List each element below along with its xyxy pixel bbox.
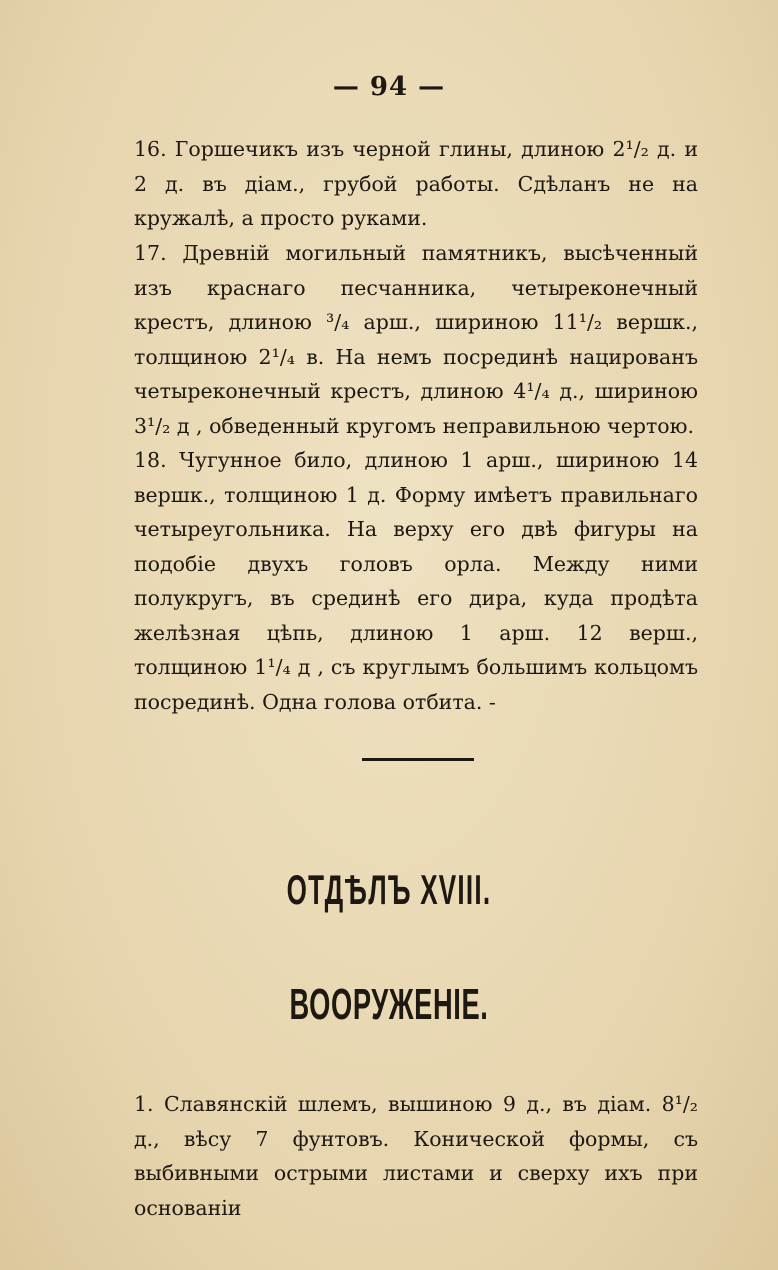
paragraph-armor-1: 1. Славянскій шлемъ, вышиною 9 д., въ діам. 8¹/₂ д., вѣсу 7 фунтовъ. Конической формы, съ выбивными острыми листами и сверху ихъ при основаніи (134, 1092, 698, 1220)
page-number: — 94 — (332, 72, 446, 102)
section-divider (362, 758, 474, 761)
paragraph-17: 17. Древній могильный памятникъ, высѣченный изъ краснаго песчанника, четыреконечный крестъ, длиною ³/₄ арш., шириною 11¹/₂ вершк., толщиною 2¹/₄ в. На немъ посрединѣ нацированъ четыреконечный крестъ, длиною 4¹/₄ д., шириною 3¹/₂ д , обведенный кругомъ неправильною чертою. (134, 241, 698, 438)
section-title: ОТДѢЛЪ XVIII. (286, 866, 492, 913)
paragraph-16: 16. Горшечикъ изъ черной глины, длиною 2¹/₂ д. и 2 д. въ діам., грубой работы. Сдѣланъ не на кружалѣ, а просто руками. (134, 137, 698, 230)
paragraph-18: 18. Чугунное било, длиною 1 арш., шириною 14 вершк., толщиною 1 д. Форму имѣетъ правильнаго четыреугольника. На верху его двѣ фигуры на подобіе двухъ головъ орла. Между ними полукругъ, въ срединѣ его дира, куда продѣта желѣзная цѣпь, длиною 1 арш. 12 верш., толщиною 1¹/₄ д , съ круглымъ большимъ кольцомъ посрединѣ. Одна голова отбита. - (134, 448, 698, 714)
section-subtitle: ВООРУЖЕНІЕ. (289, 980, 489, 1029)
